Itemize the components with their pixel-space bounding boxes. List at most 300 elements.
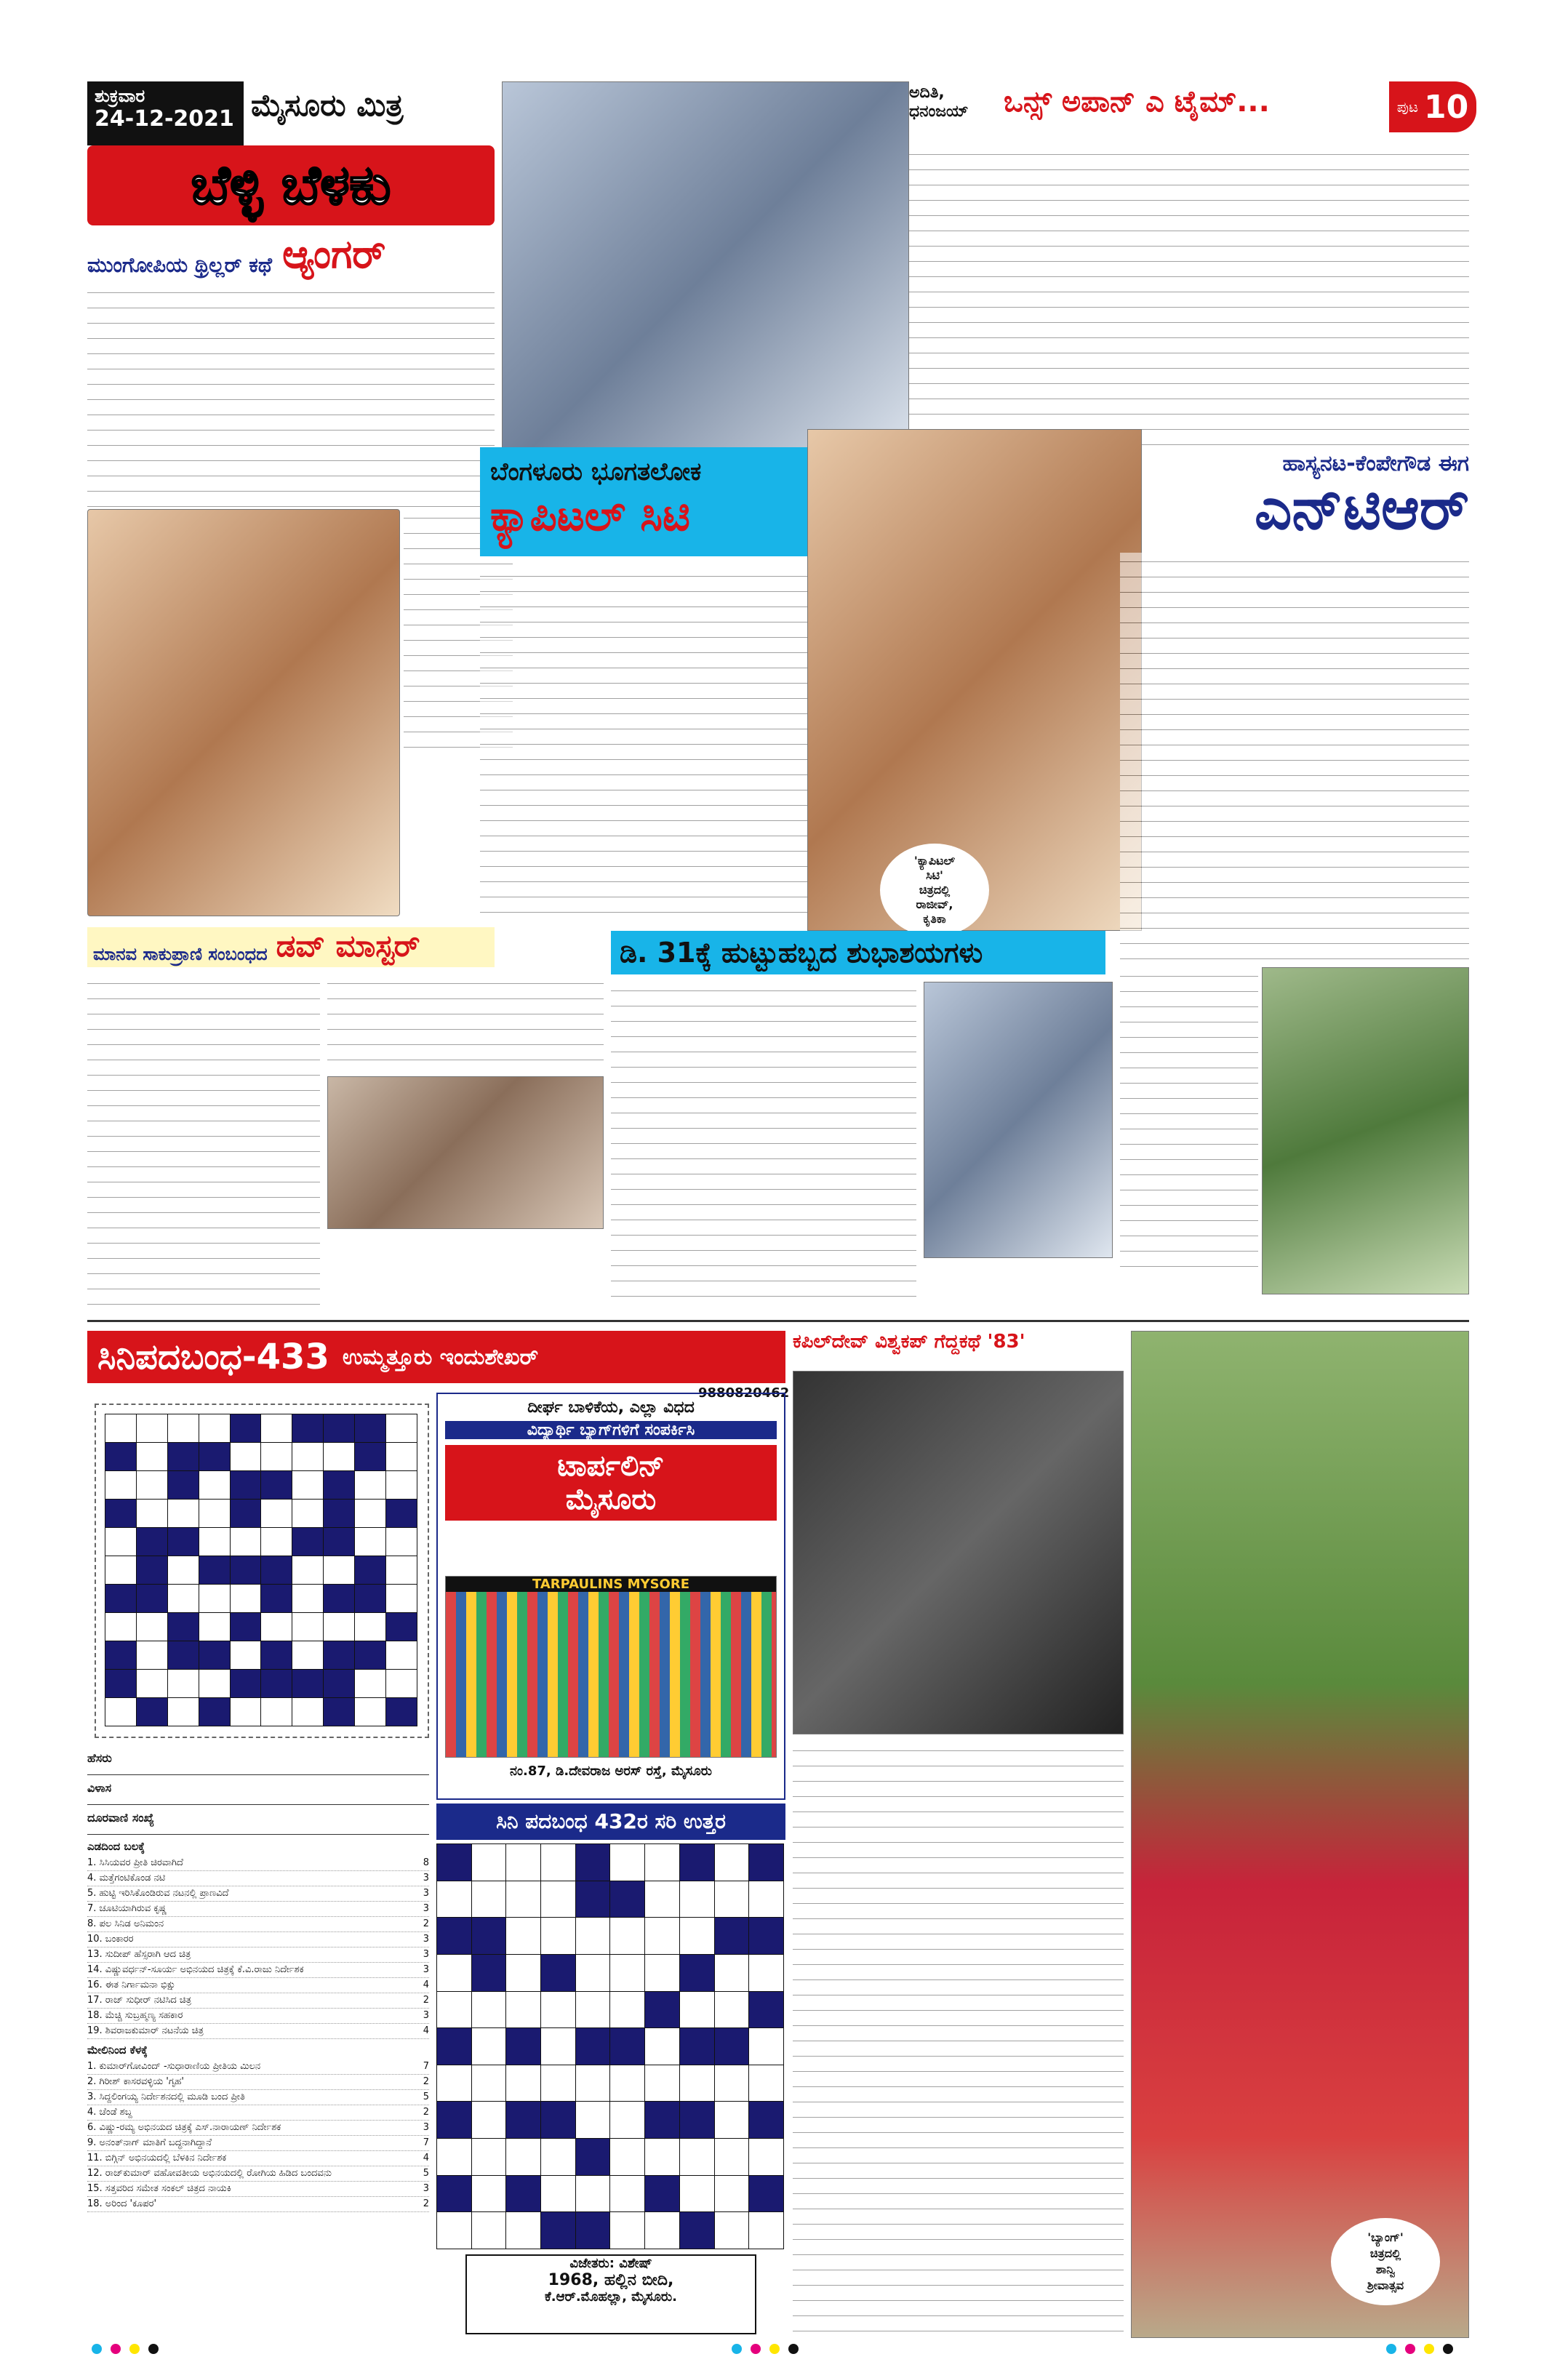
story-83-body <box>793 1742 1124 2338</box>
answer-cell <box>506 1991 541 2028</box>
black-dot <box>788 2344 799 2354</box>
section-banner <box>87 145 495 225</box>
answer-block <box>541 2102 576 2139</box>
dog-headline <box>87 927 495 967</box>
grid-cell[interactable] <box>261 1698 292 1726</box>
crossword-title: ಸಿನಿಪದಬಂಧ-433 <box>97 1336 329 1377</box>
once-kicker: ಅದಿತಿ, ಧನಂಜಯ್ <box>909 84 969 121</box>
crossword-header <box>87 1331 785 1383</box>
answer-cell <box>714 2139 749 2176</box>
capital-photo-caption <box>880 844 989 937</box>
birthday-photo <box>924 982 1113 1258</box>
answer-block <box>679 2212 714 2249</box>
answer-cell <box>679 1991 714 2028</box>
clue-length: 2 <box>423 2107 429 2118</box>
section-title: ಬೆಳ್ಳಿ ಬೆಳಕು <box>191 153 391 217</box>
grid-block <box>292 1528 324 1556</box>
answer-cell <box>714 1954 749 1991</box>
grid-cell[interactable] <box>167 1585 199 1613</box>
answer-block <box>437 1844 472 1881</box>
answer-cell <box>541 1991 576 2028</box>
story-83-photo <box>793 1371 1124 1734</box>
answer-block <box>506 2175 541 2212</box>
answer-block <box>749 1918 784 1955</box>
grid-cell[interactable] <box>292 1613 324 1641</box>
winner-box <box>465 2254 756 2334</box>
clue-text: 4. ಚೆಂಡೆ ಶಬ್ದ <box>87 2107 132 2118</box>
clue-row <box>87 1993 429 2009</box>
grid-cell[interactable] <box>386 1414 417 1443</box>
black-dot <box>148 2344 159 2354</box>
answer-cell <box>645 2028 680 2065</box>
grid-cell[interactable] <box>167 1556 199 1585</box>
grid-block <box>136 1556 167 1585</box>
grid-block <box>355 1414 386 1443</box>
answer-block <box>714 1918 749 1955</box>
grid-block <box>199 1443 230 1471</box>
grid-cell[interactable] <box>292 1500 324 1528</box>
answer-block <box>471 1918 506 1955</box>
paper-name: ಮೈಸೂರು ಮಿತ್ರ <box>251 87 404 123</box>
anger-title: ಆ್ಯಂಗರ್ <box>282 231 386 277</box>
grid-cell[interactable] <box>386 1443 417 1471</box>
winner-address-2: ಕೆ.ಆರ್.ಮೊಹಲ್ಲಾ, ಮೈಸೂರು. <box>544 2289 678 2305</box>
grid-block <box>199 1698 230 1726</box>
answer-cell <box>610 1918 645 1955</box>
clue-row <box>87 2105 429 2121</box>
ad-brand-line1: ಟಾರ್ಪಲಿನ್ <box>557 1449 665 1483</box>
answer-cell <box>541 2175 576 2212</box>
answer-block <box>749 1991 784 2028</box>
caption-line: ಕೃತಿಕಾ <box>923 912 946 926</box>
answer-block <box>541 2212 576 2249</box>
clue-row <box>87 1978 429 1993</box>
page-label: ಪುಟ <box>1396 98 1419 116</box>
grid-cell[interactable] <box>386 1641 417 1670</box>
grid-block <box>292 1670 324 1698</box>
dog-photo <box>327 1076 604 1229</box>
down-heading: ಮೇಲಿನಿಂದ ಕೆಳಕ್ಕೆ <box>87 2043 148 2057</box>
grid-cell[interactable] <box>355 1528 386 1556</box>
grid-cell[interactable] <box>355 1471 386 1500</box>
grid-block <box>261 1556 292 1585</box>
answer-block <box>679 1954 714 1991</box>
answer-cell <box>714 2102 749 2139</box>
grid-cell[interactable] <box>136 1471 167 1500</box>
down-clues <box>87 2059 429 2212</box>
grid-block <box>324 1414 355 1443</box>
answer-cell <box>437 2212 472 2249</box>
grid-block <box>324 1585 355 1613</box>
grid-block <box>324 1670 355 1698</box>
grid-cell[interactable] <box>199 1500 230 1528</box>
ad-brand <box>445 1445 777 1521</box>
answer-block <box>679 2102 714 2139</box>
caption-line: 'ಕ್ಯಾಪಿಟಲ್ <box>913 854 956 868</box>
grid-cell[interactable] <box>167 1500 199 1528</box>
clue-text: 11. ಬಿಗ್ಗಿನ್ ಅಭಿನಯದಲ್ಲಿ ಬೆಳಕಿನ ನಿರ್ದೇಶಕ <box>87 2153 227 2163</box>
bang-caption-line: ಶ್ರೀವಾತ್ಸವ <box>1367 2278 1404 2292</box>
answer-cell <box>714 2065 749 2102</box>
answer-block <box>437 2028 472 2065</box>
crossword-grid-wrap <box>95 1404 429 1738</box>
form-name-label: ಹೆಸರು <box>87 1745 429 1775</box>
crossword-author: ಉಮ್ಮತ್ತೂರು ಇಂದುಶೇಖರ್ <box>342 1344 539 1370</box>
page-number-box <box>1389 81 1476 132</box>
grid-cell[interactable] <box>292 1471 324 1500</box>
grid-cell[interactable] <box>136 1414 167 1443</box>
answer-cell <box>610 1991 645 2028</box>
grid-cell[interactable] <box>261 1613 292 1641</box>
clue-text: 12. ರಾಜ್‌ಕುಮಾರ್‌ ವಹೋವತೀಯ ಅಭಿನಯದಲ್ಲಿ ರೋಗಿಯ ಹಿಡಿದ ಬಂದವನು <box>87 2168 332 2179</box>
grid-block <box>199 1641 230 1670</box>
birthday-body <box>611 982 916 1302</box>
grid-block <box>167 1471 199 1500</box>
capital-title: ಕ್ಯಾಪಿಟಲ್ ಸಿಟಿ <box>490 491 690 540</box>
caption-line: ಸಿಟಿ' <box>926 868 943 882</box>
grid-block <box>167 1613 199 1641</box>
clue-row <box>87 1963 429 1978</box>
grid-block <box>167 1641 199 1670</box>
answer-cell <box>575 2175 610 2212</box>
clue-length: 3 <box>423 2183 429 2194</box>
clue-text: 15. ಸತ್ತವರಿದ ಸಮೇತ ಸಂಕಲ್ ಚಿತ್ರದ ನಾಯಕಿ <box>87 2183 231 2194</box>
answer-cell <box>437 1954 472 1991</box>
answer-cell <box>575 1991 610 2028</box>
grid-block <box>105 1443 137 1471</box>
clue-row <box>87 2121 429 2136</box>
clue-length: 4 <box>423 2153 429 2163</box>
across-heading: ಎಡದಿಂದ ಬಲಕ್ಕೆ <box>87 1840 145 1853</box>
magenta-dot <box>111 2344 121 2354</box>
answer-cell <box>471 1991 506 2028</box>
grid-cell[interactable] <box>324 1443 355 1471</box>
grid-block <box>199 1556 230 1585</box>
answer-cell <box>437 1991 472 2028</box>
clue-length: 3 <box>423 1964 429 1975</box>
grid-cell[interactable] <box>261 1528 292 1556</box>
grid-cell[interactable] <box>292 1443 324 1471</box>
answer-block <box>437 2175 472 2212</box>
dog-title: ಡವ್ ಮಾಸ್ಟರ್ <box>276 928 420 964</box>
grid-cell[interactable] <box>199 1414 230 1443</box>
answer-cell <box>610 2065 645 2102</box>
clue-text: 16. ಈತ ನಿರ್ಗಾಮನಾ ಭಿಕ್ಷು <box>87 1979 176 1990</box>
clue-text: 6. ವಿಷ್ಣು-ರಮ್ಯ ಅಭಿನಯದ ಚಿತ್ರಕ್ಕೆ ಎಸ್.ನಾರಾಯಣ್ ನಿರ್ದೇಶಕ <box>87 2122 281 2133</box>
grid-block <box>167 1528 199 1556</box>
grid-cell[interactable] <box>230 1585 261 1613</box>
registration-marks-center <box>727 2343 803 2357</box>
grid-cell[interactable] <box>167 1414 199 1443</box>
ntr-title: ಎನ್‌ಟಿಆರ್ <box>1254 475 1469 543</box>
bang-photo <box>1131 1331 1469 2338</box>
answers-grid <box>436 1843 784 2249</box>
grid-cell[interactable] <box>355 1698 386 1726</box>
grid-block <box>105 1500 137 1528</box>
clue-row <box>87 2197 429 2212</box>
grid-cell[interactable] <box>386 1528 417 1556</box>
bang-caption-line: ಚಿತ್ರದಲ್ಲಿ <box>1369 2246 1401 2260</box>
grid-cell[interactable] <box>261 1414 292 1443</box>
answer-cell <box>506 2139 541 2176</box>
answer-block <box>645 2102 680 2139</box>
registration-marks-right <box>1382 2343 1457 2357</box>
grid-cell[interactable] <box>136 1641 167 1670</box>
answer-block <box>679 1844 714 1881</box>
answer-cell <box>645 2139 680 2176</box>
answer-cell <box>506 1918 541 1955</box>
clue-row <box>87 2059 429 2075</box>
grid-cell[interactable] <box>136 1670 167 1698</box>
grid-cell[interactable] <box>230 1443 261 1471</box>
grid-block <box>261 1471 292 1500</box>
yellow-dot <box>769 2344 780 2354</box>
clue-row <box>87 2075 429 2090</box>
clue-length: 7 <box>423 2137 429 2148</box>
grid-cell[interactable] <box>167 1698 199 1726</box>
grid-block <box>230 1613 261 1641</box>
tarpaulin-ad <box>436 1393 785 1800</box>
grid-cell[interactable] <box>199 1471 230 1500</box>
grid-cell[interactable] <box>261 1443 292 1471</box>
answer-cell <box>645 2065 680 2102</box>
grid-block <box>324 1698 355 1726</box>
grid-cell[interactable] <box>199 1585 230 1613</box>
clue-text: 10. ಬಂಕಾರರ <box>87 1934 134 1945</box>
clue-length: 2 <box>423 2198 429 2209</box>
clues-panel <box>87 1840 429 2342</box>
story-83-headline <box>793 1331 1120 1367</box>
answer-block <box>575 1881 610 1918</box>
answer-cell <box>506 1844 541 1881</box>
grid-block <box>324 1641 355 1670</box>
answer-cell <box>610 1954 645 1991</box>
grid-cell[interactable] <box>199 1670 230 1698</box>
answer-block <box>679 2028 714 2065</box>
grid-block <box>136 1698 167 1726</box>
grid-block <box>230 1556 261 1585</box>
black-dot <box>1443 2344 1453 2354</box>
answer-cell <box>471 2139 506 2176</box>
capital-body <box>480 567 844 916</box>
magenta-dot <box>751 2344 761 2354</box>
grid-block <box>105 1641 137 1670</box>
grid-block <box>230 1500 261 1528</box>
grid-cell[interactable] <box>292 1698 324 1726</box>
grid-cell[interactable] <box>167 1670 199 1698</box>
grid-block <box>386 1613 417 1641</box>
answer-block <box>645 2175 680 2212</box>
answer-block <box>610 2028 645 2065</box>
grid-cell[interactable] <box>105 1414 137 1443</box>
caption-line: ರಾಜೀವ್, <box>916 897 953 911</box>
across-clues <box>87 1856 429 2039</box>
grid-block <box>292 1414 324 1443</box>
answer-block <box>645 1991 680 2028</box>
answer-cell <box>679 2139 714 2176</box>
grid-block <box>136 1585 167 1613</box>
answer-cell <box>506 2212 541 2249</box>
grid-cell[interactable] <box>136 1500 167 1528</box>
answer-cell <box>610 2102 645 2139</box>
answer-block <box>471 1954 506 1991</box>
crossword-form <box>87 1745 429 1833</box>
answer-cell <box>749 1954 784 1991</box>
answer-cell <box>437 1881 472 1918</box>
clue-row <box>87 2151 429 2166</box>
grid-cell[interactable] <box>261 1500 292 1528</box>
clue-text: 1. ಸಿಸಿಯವರ ಪ್ರೀತಿ ಚಿರವಾಗಿದೆ <box>87 1857 183 1868</box>
date: 24-12-2021 <box>95 106 234 132</box>
clue-length: 3 <box>423 1934 429 1945</box>
answer-cell <box>471 1844 506 1881</box>
answer-cell <box>645 1918 680 1955</box>
grid-cell[interactable] <box>105 1698 137 1726</box>
dog-body-2 <box>327 974 604 1069</box>
answer-cell <box>541 1881 576 1918</box>
answer-cell <box>679 1881 714 1918</box>
grid-cell[interactable] <box>230 1528 261 1556</box>
answer-block <box>506 2102 541 2139</box>
answer-cell <box>749 2065 784 2102</box>
answers-title: ಸಿನಿ ಪದಬಂಧ 432ರ ಸರಿ ಉತ್ತರ <box>496 1809 726 1833</box>
clue-text: 13. ಸುದೀಪ್ ಹೆಸ್ಸರಾಗಿ ಆದ ಚಿತ್ರ <box>87 1949 191 1960</box>
answer-cell <box>749 2212 784 2249</box>
bang-caption-line: 'ಬ್ಯಾಂಗ್' <box>1367 2230 1404 2244</box>
grid-block <box>355 1641 386 1670</box>
clue-text: 19. ಶಿವರಾಜಕುಮಾರ್ ನಟನೆಯ ಚಿತ್ರ <box>87 2025 204 2036</box>
grid-block <box>355 1585 386 1613</box>
answer-cell <box>471 2065 506 2102</box>
answer-block <box>437 2102 472 2139</box>
birthday-headline <box>611 931 1105 974</box>
magenta-dot <box>1405 2344 1415 2354</box>
grid-block <box>230 1414 261 1443</box>
answer-cell <box>471 1881 506 1918</box>
grid-cell[interactable] <box>292 1556 324 1585</box>
grid-cell[interactable] <box>105 1556 137 1585</box>
clue-row <box>87 1932 429 1947</box>
grid-cell[interactable] <box>386 1670 417 1698</box>
answer-cell <box>714 1881 749 1918</box>
once-headline <box>909 84 1302 142</box>
capital-kicker: ಬೆಂಗಳೂರು ಭೂಗತಲೋಕ <box>490 457 702 487</box>
answer-cell <box>471 2175 506 2212</box>
grid-block <box>105 1585 137 1613</box>
clue-length: 3 <box>423 1873 429 1883</box>
clue-length: 7 <box>423 2061 429 2072</box>
clue-length: 5 <box>423 2168 429 2179</box>
clue-row <box>87 1902 429 1917</box>
grid-cell[interactable] <box>386 1556 417 1585</box>
answer-cell <box>749 1881 784 1918</box>
grid-cell[interactable] <box>292 1641 324 1670</box>
grid-cell[interactable] <box>136 1443 167 1471</box>
grid-cell[interactable] <box>355 1500 386 1528</box>
grid-block <box>324 1528 355 1556</box>
once-title: ಒನ್ಸ್ ಅಪಾನ್ ಎ ಟೈಮ್... <box>1004 85 1270 119</box>
bang-caption-line: ಶಾನ್ವಿ <box>1375 2262 1396 2276</box>
grid-cell[interactable] <box>230 1698 261 1726</box>
clue-length: 4 <box>423 1979 429 1990</box>
answer-block <box>749 2175 784 2212</box>
grid-cell[interactable] <box>386 1471 417 1500</box>
answer-cell <box>610 2139 645 2176</box>
anger-body <box>87 284 495 509</box>
clue-row <box>87 2009 429 2024</box>
answer-cell <box>575 2102 610 2139</box>
grid-block <box>355 1443 386 1471</box>
grid-block <box>386 1698 417 1726</box>
answer-block <box>714 2028 749 2065</box>
grid-cell[interactable] <box>105 1613 137 1641</box>
dog-kicker: ಮಾನವ ಸಾಕುಪ್ರಾಣಿ ಸಂಬಂಧದ <box>93 944 268 964</box>
answer-cell <box>679 2065 714 2102</box>
grid-cell[interactable] <box>199 1528 230 1556</box>
grid-block <box>136 1528 167 1556</box>
grid-cell[interactable] <box>230 1641 261 1670</box>
clue-text: 5. ಹುಟ್ಟಿ ಇರಿಸಿಕೊಂಡಿರುವ ನಟನಲ್ಲಿ ಪ್ರಾಣವಿದೆ <box>87 1888 229 1899</box>
grid-block <box>386 1500 417 1528</box>
grid-cell[interactable] <box>324 1613 355 1641</box>
grid-cell[interactable] <box>355 1613 386 1641</box>
answer-cell <box>437 2139 472 2176</box>
clue-length: 2 <box>423 2076 429 2087</box>
grid-cell[interactable] <box>386 1585 417 1613</box>
grid-block <box>355 1556 386 1585</box>
answer-cell <box>610 2212 645 2249</box>
grid-cell[interactable] <box>105 1528 137 1556</box>
answers-grid-wrap <box>436 1843 785 2251</box>
ntr-body-2 <box>1120 967 1258 1273</box>
grid-cell[interactable] <box>199 1613 230 1641</box>
registration-marks-left <box>87 2343 163 2357</box>
answer-cell <box>506 2065 541 2102</box>
clue-text: 14. ವಿಷ್ಣುವರ್ಧನ್-ಸೂರ್ಯ ಅಭಿನಯದ ಚಿತ್ರಕ್ಕೆ ಕೆ.ವಿ.ರಾಜು ನಿರ್ದೇಶಕ <box>87 1964 304 1975</box>
clue-row <box>87 1856 429 1871</box>
answer-cell <box>506 1954 541 1991</box>
grid-cell[interactable] <box>355 1670 386 1698</box>
answer-block <box>575 1844 610 1881</box>
grid-cell[interactable] <box>292 1585 324 1613</box>
ad-brand-line2: ಮೈಸೂರು <box>565 1483 657 1516</box>
clue-length: 3 <box>423 2122 429 2133</box>
cyan-dot <box>92 2344 102 2354</box>
grid-cell[interactable] <box>324 1556 355 1585</box>
grid-block <box>324 1471 355 1500</box>
grid-cell[interactable] <box>136 1613 167 1641</box>
clue-row <box>87 1871 429 1886</box>
grid-block <box>324 1500 355 1528</box>
answer-cell <box>471 2212 506 2249</box>
answer-cell <box>575 2065 610 2102</box>
cyan-dot <box>732 2344 742 2354</box>
clue-length: 3 <box>423 1888 429 1899</box>
grid-cell[interactable] <box>105 1471 137 1500</box>
yellow-dot <box>129 2344 140 2354</box>
yellow-dot <box>1424 2344 1434 2354</box>
answer-cell <box>541 2139 576 2176</box>
birthday-title: ಡಿ. 31ಕ್ಕೆ ಹುಟ್ಟುಹಬ್ಬದ ಶುಭಾಶಯಗಳು <box>620 936 983 969</box>
ad-shop-photo <box>445 1576 777 1758</box>
page-number: 10 <box>1424 88 1469 126</box>
answer-cell <box>575 1918 610 1955</box>
clue-text: 2. ಗಿರೀಶ್ ಕಾಸರವಳ್ಳಿಯ 'ಗೃಹ' <box>87 2076 184 2087</box>
answer-cell <box>541 2065 576 2102</box>
clue-length: 5 <box>423 2091 429 2102</box>
answer-block <box>575 2139 610 2176</box>
grid-block <box>261 1585 292 1613</box>
